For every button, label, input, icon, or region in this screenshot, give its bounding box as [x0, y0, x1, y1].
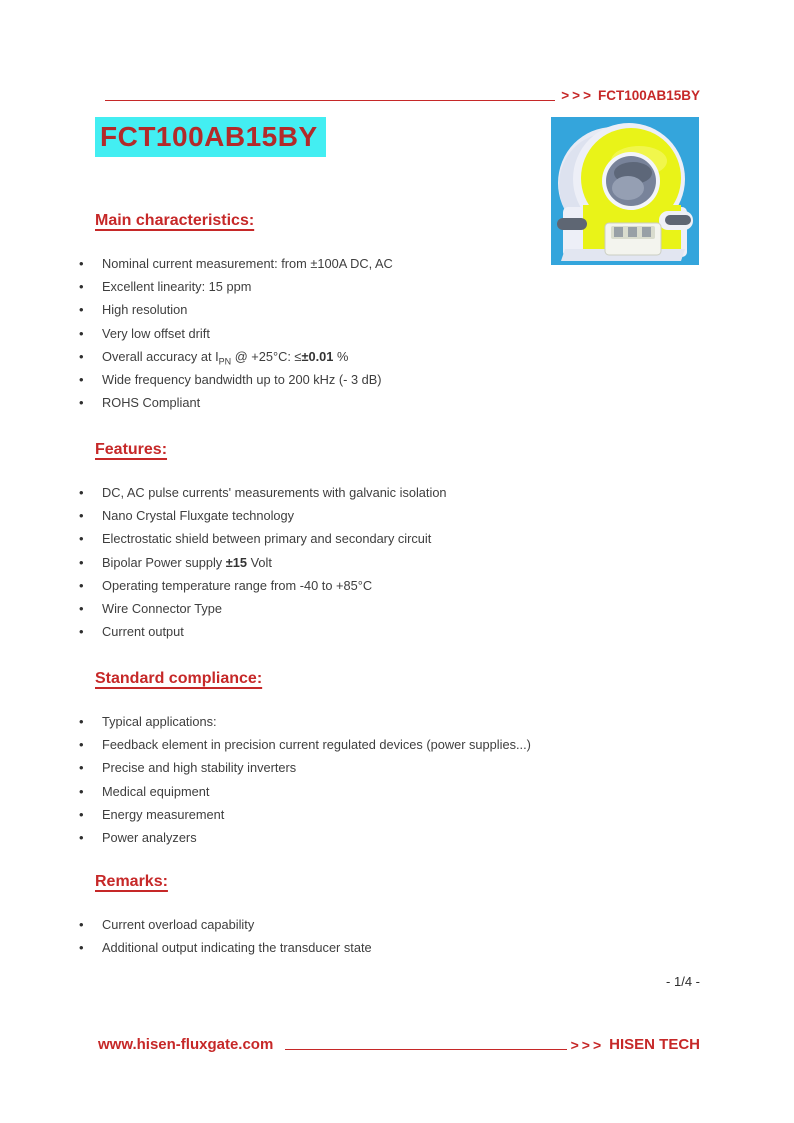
list-item: • Medical equipment: [60, 780, 750, 803]
list-item: • Energy measurement: [60, 803, 750, 826]
section-standard-compliance: [60, 669, 750, 849]
list-item: • Wire Connector Type: [60, 597, 750, 620]
page-title: FCT100AB15BY: [95, 117, 326, 157]
footer-company-label: HISEN TECH: [609, 1036, 700, 1053]
bullet-list: [60, 481, 750, 643]
list-item: • Nano Crystal Fluxgate technology: [60, 504, 750, 527]
list-item: • Current overload capability: [60, 913, 750, 936]
section-heading: Features:: [95, 441, 168, 458]
list-item: • Wide frequency bandwidth up to 200 kHz (- 3 dB): [60, 368, 750, 391]
header-rule-line: [105, 100, 555, 101]
list-item: • Power analyzers: [60, 826, 750, 849]
list-item: • Typical applications:: [60, 710, 750, 733]
list-item: • Overall accuracy at $I_{PN}$ @ +25°C: ≤±0.01 %: [60, 345, 750, 368]
list-item: • Electrostatic shield between primary and secondary circuit: [60, 527, 750, 550]
footer-chevrons: >>>: [570, 1037, 605, 1053]
section-remarks: [60, 872, 750, 959]
bullet-list: [60, 913, 750, 959]
list-item: • ROHS Compliant: [60, 391, 750, 414]
footer-website-link[interactable]: www.hisen-fluxgate.com: [98, 1036, 274, 1053]
list-item: • Operating temperature range from -40 to +85°C: [60, 574, 750, 597]
list-item: • Bipolar Power supply ±15 Volt: [60, 551, 750, 574]
list-item: • High resolution: [60, 298, 750, 321]
header: [105, 86, 700, 103]
list-item: • Precise and high stability inverters: [60, 756, 750, 779]
bullet-list: [60, 252, 750, 414]
header-chevrons: >>>: [561, 88, 594, 103]
section-heading: Remarks:: [95, 873, 168, 890]
footer-rule-line: [285, 1049, 566, 1050]
list-item: • Current output: [60, 620, 750, 643]
list-item: • Nominal current measurement: from ±100A DC, AC: [60, 252, 750, 275]
bullet-list: [60, 710, 750, 849]
footer: [98, 1033, 700, 1053]
section-main-characteristics: [60, 211, 750, 414]
list-item: • Feedback element in precision current regulated devices (power supplies...): [60, 733, 750, 756]
section-heading: Standard compliance:: [95, 670, 263, 687]
header-model-label: FCT100AB15BY: [597, 88, 700, 103]
list-item: • Additional output indicating the transducer state: [60, 936, 750, 959]
list-item: • Excellent linearity: 15 ppm: [60, 275, 750, 298]
list-item: • DC, AC pulse currents' measurements with galvanic isolation: [60, 481, 750, 504]
section-features: [60, 440, 750, 643]
page-number: - 1/4 -: [666, 974, 700, 989]
section-heading: Main characteristics:: [95, 212, 255, 229]
list-item: • Very low offset drift: [60, 322, 750, 345]
